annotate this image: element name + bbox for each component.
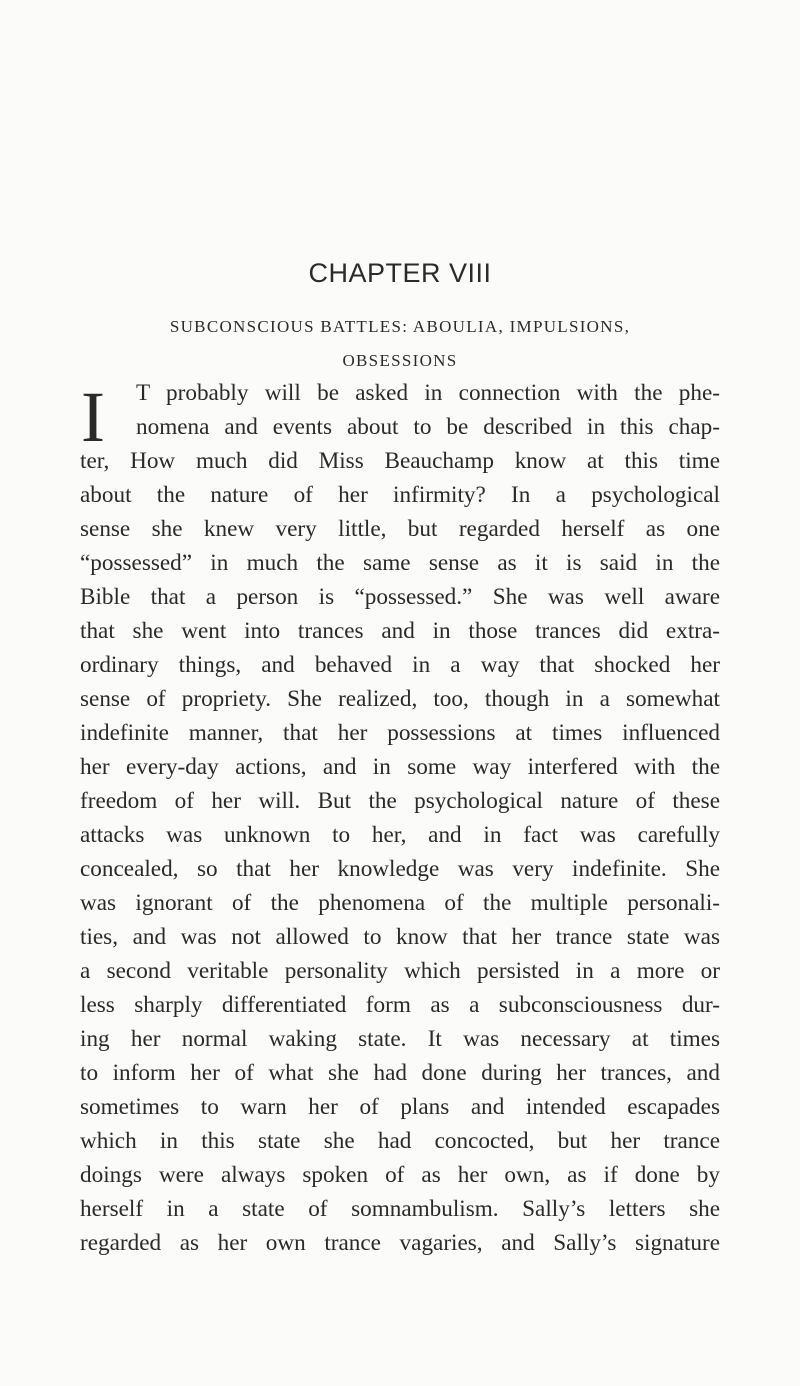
text-line: a second veritable personality which persisted in a more or [80, 958, 720, 984]
drop-cap: I [81, 377, 105, 457]
text-line: was ignorant of the phenomena of the multiple personali- [80, 890, 720, 916]
text-line: that she went into trances and in those trances did extra- [80, 618, 720, 644]
text-line: ordinary things, and behaved in a way that shocked her [80, 652, 720, 678]
chapter-subtitle-line-1: SUBCONSCIOUS BATTLES: ABOULIA, IMPULSIONS, [169, 317, 631, 336]
text-line: about the nature of her infirmity? In a psychological [80, 482, 720, 508]
text-line: freedom of her will. But the psychological nature of these [80, 788, 720, 814]
text-line: ter, How much did Miss Beauchamp know at this time [80, 448, 720, 474]
text-line: indefinite manner, that her possessions at times influenced [80, 720, 720, 746]
text-line: doings were always spoken of as her own, as if done by [80, 1162, 720, 1188]
text-line: sense she knew very little, but regarded herself as one [80, 516, 720, 542]
text-line: “possessed” in much the same sense as it is said in the [80, 550, 720, 576]
text-line: sometimes to warn her of plans and intended escapades [80, 1094, 720, 1120]
text-line: less sharply differentiated form as a subconsciousness dur- [80, 992, 720, 1018]
text-line: concealed, so that her knowledge was very indefinite. She [80, 856, 720, 882]
text-line: ties, and was not allowed to know that her trance state was [80, 924, 720, 950]
text-line: her every-day actions, and in some way interfered with the [80, 754, 720, 780]
chapter-title: CHAPTER VIII [308, 258, 492, 288]
text-line: T probably will be asked in connection with the phe- [136, 380, 720, 406]
text-line: attacks was unknown to her, and in fact was carefully [80, 822, 720, 848]
text-line: Bible that a person is “possessed.” She was well aware [80, 584, 720, 610]
text-line: herself in a state of somnambulism. Sally’s letters she [80, 1196, 720, 1222]
text-line: sense of propriety. She realized, too, though in a somewhat [80, 686, 720, 712]
chapter-subtitle-line-2: OBSESSIONS [342, 351, 458, 370]
text-line: which in this state she had concocted, but her trance [80, 1128, 720, 1154]
text-line: regarded as her own trance vagaries, and Sally’s signature [80, 1230, 720, 1256]
text-line: ing her normal waking state. It was necessary at times [80, 1026, 720, 1052]
text-line: to inform her of what she had done during her trances, and [80, 1060, 720, 1086]
text-line: nomena and events about to be described in this chap- [136, 414, 720, 440]
